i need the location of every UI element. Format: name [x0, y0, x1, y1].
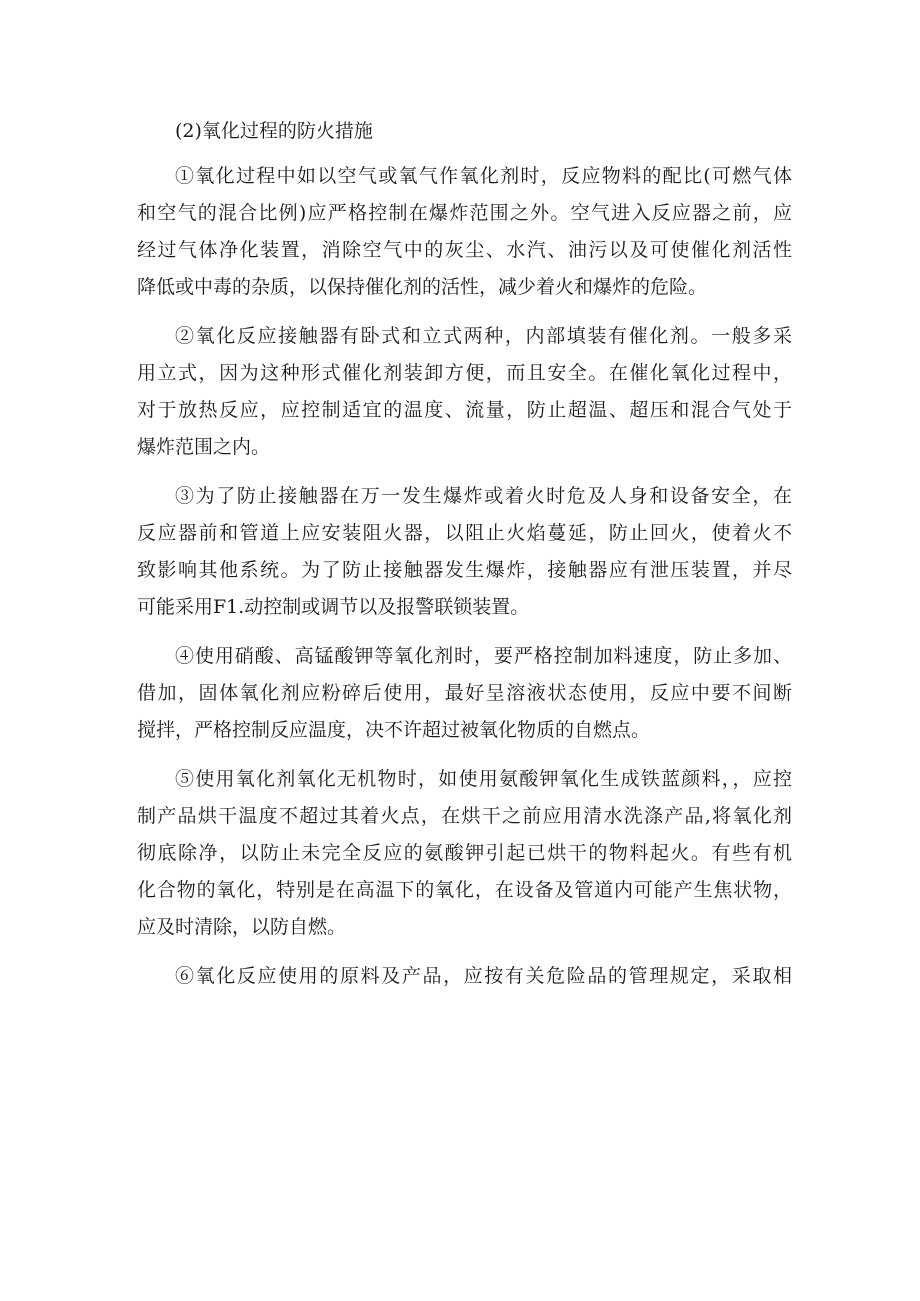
text-line: 经过气体净化装置，消除空气中的灰尘、水汽、油污以及可使催化剂活性	[137, 239, 792, 261]
text-line: 制产品烘干温度不超过其着火点，在烘干之前应用清水洗涤产品,将氧化剂	[137, 805, 792, 827]
text-line: 和空气的混合比例)应严格控制在爆炸范围之外。空气进入反应器之前，应	[137, 202, 792, 224]
text-line: 可能采用F1.动控制或调节以及报警联锁装置。	[137, 596, 530, 618]
paragraph-6	[137, 958, 792, 995]
text-line: 用立式，因为这种形式催化剂装卸方便，而且安全。在催化氧化过程中，	[137, 362, 792, 384]
text-line: 爆炸范围之内。	[137, 436, 271, 458]
paragraph-4	[137, 638, 792, 749]
text-line: 借加，固体氧化剂应粉碎后使用，最好呈溶液状态使用，反应中要不间断	[137, 682, 792, 704]
paragraph-1	[137, 158, 792, 306]
text-line: 搅拌，严格控制反应温度，决不许超过被氧化物质的自燃点。	[137, 719, 651, 741]
text-line: 彻底除净，以防止未完全反应的氨酸钾引起已烘干的物料起火。有些有机	[137, 842, 792, 864]
paragraph-2	[137, 318, 792, 466]
text-line: 对于放热反应，应控制适宜的温度、流量，防止超温、超压和混合气处于	[137, 399, 792, 421]
text-line: 致影响其他系统。为了防止接触器发生爆炸，接触器应有泄压装置，并尽	[137, 559, 792, 581]
text-line: 化合物的氧化，特别是在高温下的氧化，在设备及管道内可能产生焦状物，	[137, 879, 792, 901]
text-line: ⑥氧化反应使用的原料及产品，应按有关危险品的管理规定，采取相	[175, 965, 792, 987]
paragraph-3	[137, 478, 792, 626]
text-line: ①氧化过程中如以空气或氧气作氧化剂时，反应物料的配比(可燃气体	[175, 165, 792, 187]
paragraph-5	[137, 761, 792, 946]
text-line: 反应器前和管道上应安装阻火器，以阻止火焰蔓延，防止回火，使着火不	[137, 522, 792, 544]
text-line: ②氧化反应接触器有卧式和立式两种，内部填装有催化剂。一般多采	[175, 325, 792, 347]
text-line: 降低或中毒的杂质，以保持催化剂的活性，减少着火和爆炸的危险。	[137, 276, 708, 298]
text-line: 应及时清除，以防自燃。	[137, 916, 347, 938]
text-line: ⑤使用氧化剂氧化无机物时，如使用氨酸钾氧化生成铁蓝颜料，，应控	[175, 768, 792, 790]
text-line: ④使用硝酸、高锰酸钾等氧化剂时，要严格控制加料速度，防止多加、	[175, 645, 792, 667]
document-body	[137, 113, 792, 1007]
text-line: ③为了防止接触器在万一发生爆炸或着火时危及人身和设备安全，在	[175, 485, 792, 507]
section-heading: (2)氧化过程的防火措施	[175, 120, 373, 142]
